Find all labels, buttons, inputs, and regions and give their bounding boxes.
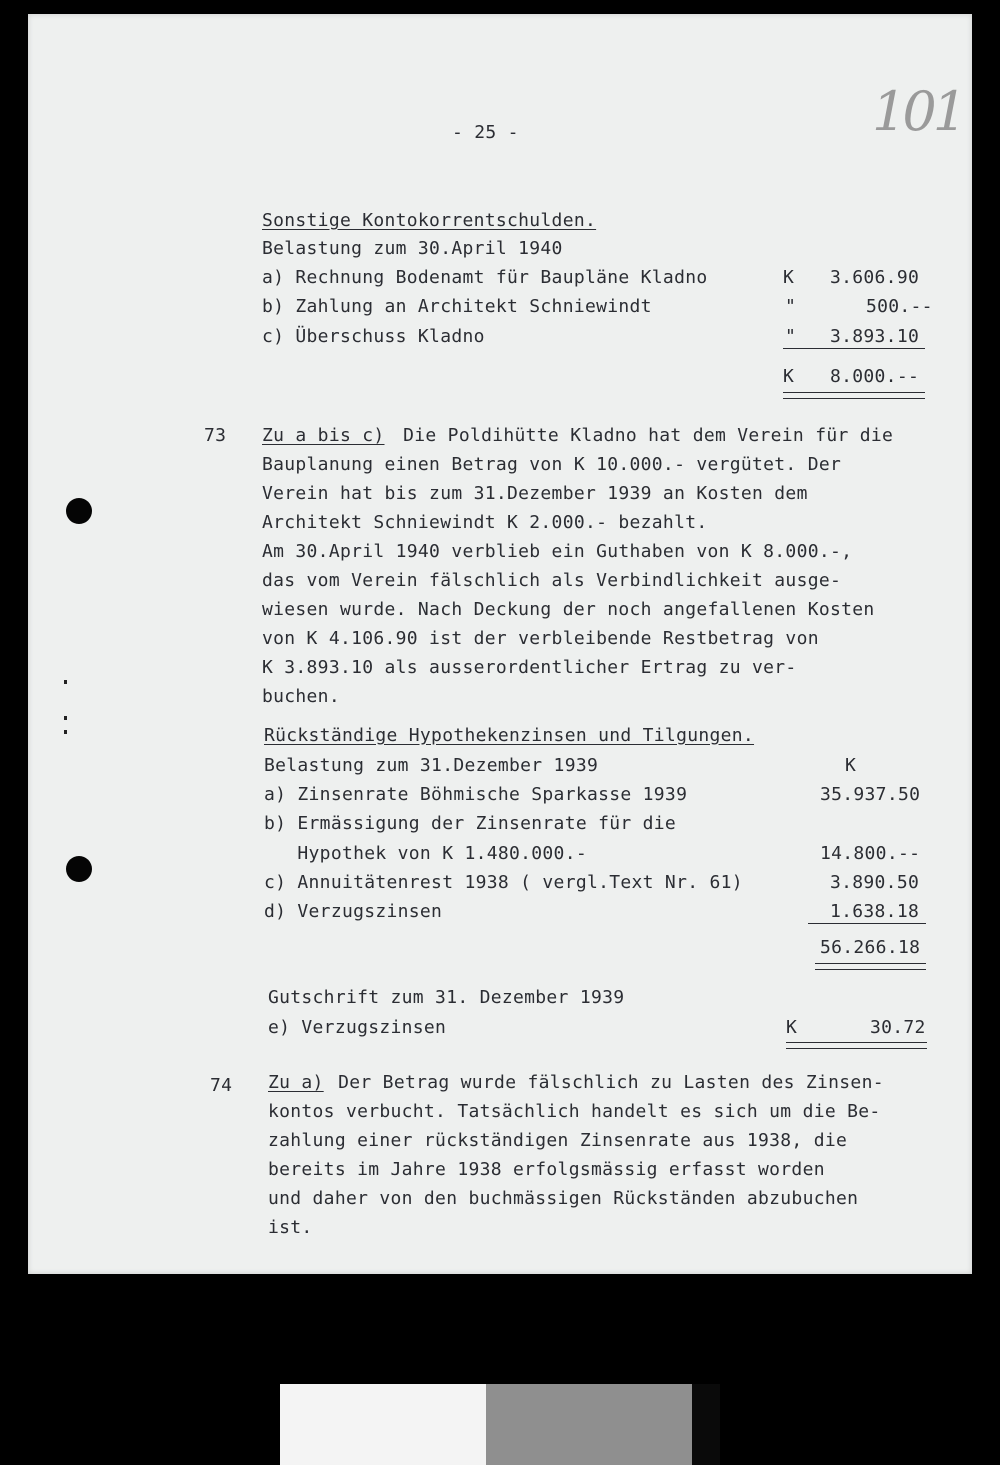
section2-total: 56.266.18 bbox=[820, 937, 921, 958]
note73-line: buchen. bbox=[262, 686, 340, 707]
note73-line: Bauplanung einen Betrag von K 10.000.- vergütet. Der bbox=[262, 454, 842, 475]
section2-row-c-label: c) Annuitätenrest 1938 ( vergl.Text Nr. 61) bbox=[264, 872, 743, 893]
note74-number: 74 bbox=[210, 1075, 233, 1096]
section1-total: 8.000.-- bbox=[830, 366, 920, 387]
section1-total-prefix: K bbox=[783, 366, 795, 387]
note73-line: K 3.893.10 als ausserordentlicher Ertrag zu ver- bbox=[262, 657, 797, 678]
note74-line: Der Betrag wurde fälschlich zu Lasten des Zinsen- bbox=[327, 1072, 884, 1093]
note73-line: Architekt Schniewindt K 2.000.- bezahlt. bbox=[262, 512, 708, 533]
paper-speck bbox=[64, 730, 67, 734]
section2-credit-prefix: K bbox=[786, 1017, 798, 1038]
section2-row-d-label: d) Verzugszinsen bbox=[264, 901, 443, 922]
note74-lead: Zu a) bbox=[268, 1072, 324, 1093]
note73-line: das vom Verein fälschlich als Verbindlichkeit ausge- bbox=[262, 570, 842, 591]
section2-row-b2-label: Hypothek von K 1.480.000.- bbox=[264, 843, 587, 864]
section1-subtotal-rule bbox=[783, 348, 925, 349]
note74-line: und daher von den buchmässigen Rückständen abzubuchen bbox=[268, 1188, 859, 1209]
section2-credit-amount: 30.72 bbox=[870, 1017, 926, 1038]
section2-credit-double-rule bbox=[786, 1042, 927, 1049]
section2-row-d-amount: 1.638.18 bbox=[830, 901, 920, 922]
note73-line: Verein hat bis zum 31.Dezember 1939 an Kosten dem bbox=[262, 483, 808, 504]
note74-line: kontos verbucht. Tatsächlich handelt es sich um die Be- bbox=[268, 1101, 881, 1122]
note74-line: zahlung einer rückständigen Zinsenrate aus 1938, die bbox=[268, 1130, 848, 1151]
section1-row-c-prefix: " bbox=[785, 326, 797, 347]
note73-lead: Zu a bis c) bbox=[262, 425, 385, 446]
punch-hole-top bbox=[66, 498, 92, 524]
section1-row-b-prefix: " bbox=[785, 296, 797, 317]
note73-line: Am 30.April 1940 verblieb ein Guthaben von K 8.000.-, bbox=[262, 541, 853, 562]
section1-subheading: Belastung zum 30.April 1940 bbox=[262, 238, 563, 259]
punch-hole-bottom bbox=[66, 856, 92, 882]
section1-heading: Sonstige Kontokorrentschulden. bbox=[262, 210, 597, 231]
calibration-black-patch bbox=[692, 1384, 720, 1465]
page-number: - 25 - bbox=[452, 122, 519, 143]
section2-row-b-label: b) Ermässigung der Zinsenrate für die bbox=[264, 813, 677, 834]
section2-credit-heading: Gutschrift zum 31. Dezember 1939 bbox=[268, 987, 625, 1008]
paper-speck bbox=[64, 716, 67, 720]
section1-row-c-amount: 3.893.10 bbox=[830, 326, 920, 347]
note74-line: bereits im Jahre 1938 erfolgsmässig erfasst worden bbox=[268, 1159, 825, 1180]
paper-speck bbox=[64, 680, 67, 684]
section2-total-double-rule bbox=[815, 963, 926, 970]
section1-row-b-label: b) Zahlung an Architekt Schniewindt bbox=[262, 296, 652, 317]
section2-row-a-amount: 35.937.50 bbox=[820, 784, 921, 805]
section2-row-a-label: a) Zinsenrate Böhmische Sparkasse 1939 bbox=[264, 784, 688, 805]
section2-heading: Rückständige Hypothekenzinsen und Tilgungen. bbox=[264, 725, 755, 746]
section2-credit-label: e) Verzugszinsen bbox=[268, 1017, 447, 1038]
section1-row-c-label: c) Überschuss Kladno bbox=[262, 326, 485, 347]
handwritten-page-number: 101 bbox=[872, 80, 964, 143]
section2-row-c-amount: 3.890.50 bbox=[830, 872, 920, 893]
section2-subtotal-rule bbox=[808, 923, 926, 924]
section1-row-b-amount: 500.-- bbox=[866, 296, 933, 317]
note73-number: 73 bbox=[204, 425, 227, 446]
section2-currency: K bbox=[845, 755, 857, 776]
section1-row-a-prefix: K bbox=[783, 267, 795, 288]
note73-line: Die Poldihütte Kladno hat dem Verein für die bbox=[392, 425, 894, 446]
calibration-gray-patch bbox=[486, 1384, 692, 1465]
note73-line: von K 4.106.90 ist der verbleibende Restbetrag von bbox=[262, 628, 819, 649]
section2-subheading: Belastung zum 31.Dezember 1939 bbox=[264, 755, 599, 776]
section1-row-a-amount: 3.606.90 bbox=[830, 267, 920, 288]
note74-line: ist. bbox=[268, 1217, 313, 1238]
section1-row-a-label: a) Rechnung Bodenamt für Baupläne Kladno bbox=[262, 267, 708, 288]
section2-row-b2-amount: 14.800.-- bbox=[820, 843, 921, 864]
calibration-white-patch bbox=[280, 1384, 486, 1465]
section1-total-double-rule bbox=[783, 392, 925, 399]
note73-line: wiesen wurde. Nach Deckung der noch angefallenen Kosten bbox=[262, 599, 875, 620]
